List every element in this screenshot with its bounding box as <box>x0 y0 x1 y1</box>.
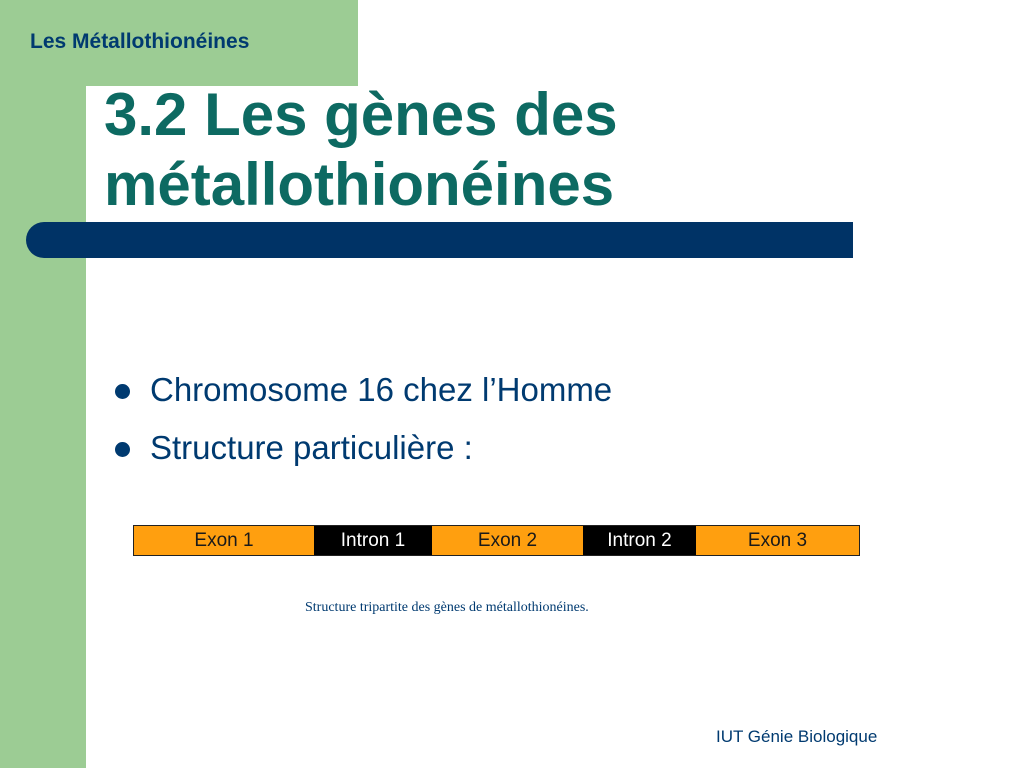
bullet-dot-icon <box>115 384 130 399</box>
gene-segment-intron-2: Intron 2 <box>583 526 696 555</box>
bullet-item <box>112 424 612 482</box>
title-underline-bar <box>26 222 853 258</box>
diagram-caption: Structure tripartite des gènes de métallothionéines. <box>305 600 589 615</box>
gene-segment-exon-2: Exon 2 <box>432 526 583 555</box>
bullet-item <box>112 366 612 424</box>
bullet-text: Structure particulière : <box>150 429 473 466</box>
bullet-text: Chromosome 16 chez l’Homme <box>150 371 613 408</box>
slide-footer: IUT Génie Biologique <box>716 727 878 746</box>
gene-segment-intron-1: Intron 1 <box>314 526 432 555</box>
bullet-dot-icon <box>115 442 130 457</box>
gene-structure-diagram <box>133 525 860 556</box>
gene-segment-exon-1: Exon 1 <box>134 526 314 555</box>
bullet-list <box>112 366 612 482</box>
slide-title <box>104 80 864 220</box>
title-line-2: métallothionéines <box>104 151 615 218</box>
title-line-1: 3.2 Les gènes des <box>104 81 618 148</box>
left-decor-band <box>0 0 86 768</box>
slide-header: Les Métallothionéines <box>30 30 250 53</box>
gene-segment-exon-3: Exon 3 <box>696 526 859 555</box>
